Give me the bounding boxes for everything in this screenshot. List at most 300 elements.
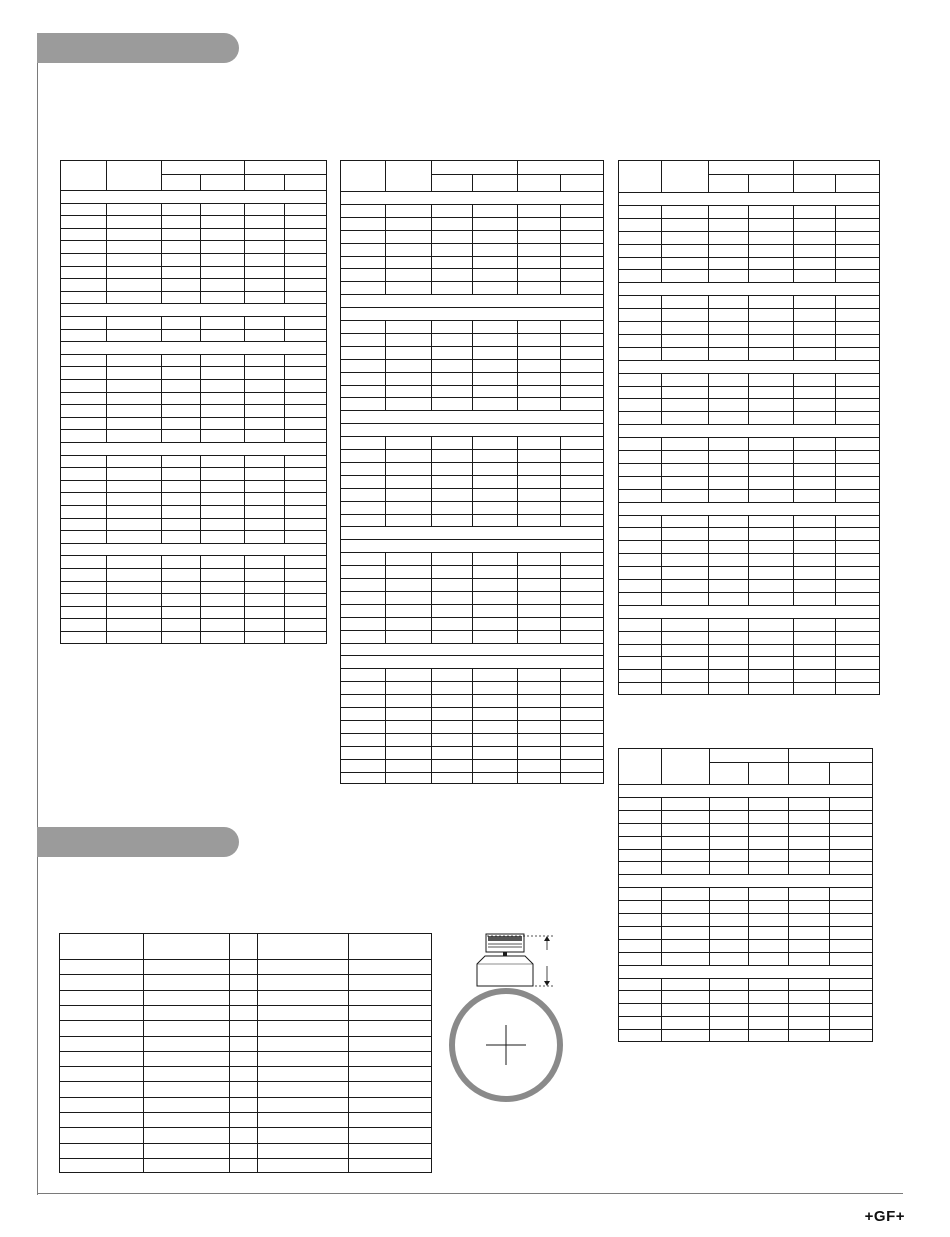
table-row-rule bbox=[618, 424, 880, 425]
table-row-rule bbox=[59, 1081, 432, 1082]
table-column-rule bbox=[161, 581, 162, 593]
table-column-rule bbox=[661, 553, 662, 566]
table-column-rule bbox=[829, 797, 830, 810]
table-border bbox=[618, 748, 873, 1042]
table-column-rule bbox=[244, 581, 245, 593]
table-column-rule bbox=[161, 606, 162, 618]
header-column-rule bbox=[560, 174, 561, 191]
table-row-rule bbox=[60, 581, 327, 582]
table-column-rule bbox=[788, 849, 789, 861]
table-column-rule bbox=[106, 228, 107, 240]
table-column-rule bbox=[829, 978, 830, 990]
table-column-rule bbox=[560, 772, 561, 784]
table-column-rule bbox=[560, 552, 561, 565]
table-column-rule bbox=[472, 475, 473, 488]
table-column-rule bbox=[560, 720, 561, 733]
table-column-rule bbox=[793, 669, 794, 682]
table-column-rule bbox=[517, 281, 518, 294]
table-column-rule bbox=[708, 527, 709, 540]
header-column-rule bbox=[517, 160, 518, 191]
table-row-rule bbox=[618, 282, 880, 283]
table-column-rule bbox=[560, 501, 561, 514]
table-column-rule bbox=[284, 593, 285, 606]
table-column-rule bbox=[708, 411, 709, 424]
table-row-rule bbox=[60, 379, 327, 380]
table-column-rule bbox=[106, 417, 107, 429]
table-column-rule bbox=[244, 203, 245, 215]
table-row-rule bbox=[618, 398, 880, 399]
table-row-rule bbox=[618, 540, 880, 541]
table-column-rule bbox=[661, 836, 662, 849]
table-column-rule bbox=[517, 565, 518, 578]
table-row-rule bbox=[618, 502, 880, 503]
table-column-rule bbox=[748, 553, 749, 566]
table-column-rule bbox=[284, 568, 285, 581]
table-column-rule bbox=[106, 631, 107, 644]
table-column-rule bbox=[161, 492, 162, 505]
table-column-rule bbox=[517, 385, 518, 397]
table-column-rule bbox=[748, 1029, 749, 1042]
table-column-rule bbox=[793, 321, 794, 334]
table-column-rule bbox=[517, 617, 518, 630]
table-column-rule bbox=[284, 291, 285, 303]
table-row-rule bbox=[60, 543, 327, 544]
table-column-rule bbox=[472, 449, 473, 462]
table-column-rule bbox=[431, 230, 432, 243]
table-row-rule bbox=[618, 269, 880, 270]
table-column-rule bbox=[244, 329, 245, 341]
table-column-rule bbox=[517, 475, 518, 488]
table-column-rule bbox=[835, 321, 836, 334]
table-column-rule bbox=[748, 631, 749, 644]
table-column-rule bbox=[431, 436, 432, 449]
table-column-rule bbox=[708, 386, 709, 398]
table-column-rule bbox=[385, 604, 386, 617]
table-column-rule bbox=[560, 268, 561, 281]
table-column-rule bbox=[200, 366, 201, 379]
table-column-rule bbox=[106, 253, 107, 266]
table-row-rule bbox=[618, 605, 880, 606]
table-column-rule bbox=[708, 218, 709, 231]
table-column-rule bbox=[835, 527, 836, 540]
table-column-rule bbox=[829, 810, 830, 823]
table-column-rule bbox=[517, 333, 518, 346]
table-column-rule bbox=[200, 392, 201, 404]
table-column-rule bbox=[284, 278, 285, 291]
header-span-rule bbox=[709, 762, 873, 763]
table-column-rule bbox=[161, 568, 162, 581]
table-column-rule bbox=[284, 505, 285, 518]
table-column-rule bbox=[472, 372, 473, 385]
table-column-rule bbox=[348, 1081, 349, 1097]
table-row-rule bbox=[618, 952, 873, 953]
table-column-rule bbox=[793, 644, 794, 656]
table-column-rule bbox=[748, 295, 749, 308]
table-column-rule bbox=[284, 455, 285, 467]
table-column-rule bbox=[431, 772, 432, 784]
table-column-rule bbox=[385, 436, 386, 449]
table-column-rule bbox=[284, 392, 285, 404]
table-column-rule bbox=[244, 228, 245, 240]
table-column-rule bbox=[748, 257, 749, 269]
gf-logo: +GF+ bbox=[864, 1208, 905, 1225]
table-column-rule bbox=[560, 565, 561, 578]
table-column-rule bbox=[835, 218, 836, 231]
table-column-rule bbox=[143, 1020, 144, 1036]
table-column-rule bbox=[517, 268, 518, 281]
table-column-rule bbox=[829, 836, 830, 849]
table-column-rule bbox=[793, 682, 794, 695]
table-column-rule bbox=[106, 492, 107, 505]
table-column-rule bbox=[348, 959, 349, 974]
table-column-rule bbox=[709, 861, 710, 874]
table-column-rule bbox=[257, 1066, 258, 1081]
table-column-rule bbox=[709, 797, 710, 810]
table-column-rule bbox=[748, 644, 749, 656]
table-column-rule bbox=[200, 505, 201, 518]
table-column-rule bbox=[793, 334, 794, 347]
table-column-rule bbox=[244, 429, 245, 442]
table-column-rule bbox=[517, 694, 518, 707]
table-column-rule bbox=[200, 266, 201, 278]
table-column-rule bbox=[560, 281, 561, 294]
table-column-rule bbox=[835, 618, 836, 631]
table-column-rule bbox=[385, 514, 386, 526]
table-column-rule bbox=[709, 913, 710, 926]
table-column-rule bbox=[560, 462, 561, 475]
table-column-rule bbox=[385, 759, 386, 772]
table-row-rule bbox=[618, 360, 880, 361]
table-column-rule bbox=[748, 489, 749, 502]
table-column-rule bbox=[348, 1066, 349, 1081]
table-column-rule bbox=[284, 581, 285, 593]
table-column-rule bbox=[244, 455, 245, 467]
table-column-rule bbox=[788, 939, 789, 952]
table-column-rule bbox=[284, 329, 285, 341]
table-column-rule bbox=[708, 656, 709, 669]
table-column-rule bbox=[829, 900, 830, 913]
table-row-rule bbox=[60, 593, 327, 594]
table-column-rule bbox=[748, 669, 749, 682]
table-column-rule bbox=[748, 952, 749, 965]
table-row-rule bbox=[618, 386, 880, 387]
table-column-rule bbox=[257, 1112, 258, 1127]
table-row-rule bbox=[60, 253, 327, 254]
table-column-rule bbox=[517, 552, 518, 565]
table-column-rule bbox=[788, 797, 789, 810]
table-column-rule bbox=[431, 591, 432, 604]
page-frame-bottom bbox=[37, 1193, 903, 1194]
table-column-rule bbox=[431, 243, 432, 256]
table-column-rule bbox=[200, 568, 201, 581]
table-row-rule bbox=[340, 655, 604, 656]
table-row-rule bbox=[618, 334, 880, 335]
table-column-rule bbox=[106, 379, 107, 392]
table-column-rule bbox=[161, 467, 162, 480]
table-column-rule bbox=[788, 861, 789, 874]
table-column-rule bbox=[200, 253, 201, 266]
table-column-rule bbox=[106, 316, 107, 329]
table-column-rule bbox=[244, 555, 245, 568]
table-column-rule bbox=[661, 849, 662, 861]
table-column-rule bbox=[835, 540, 836, 553]
table-column-rule bbox=[161, 329, 162, 341]
table-column-rule bbox=[431, 488, 432, 501]
table-column-rule bbox=[748, 540, 749, 553]
table-column-rule bbox=[835, 257, 836, 269]
table-column-rule bbox=[106, 618, 107, 631]
table-column-rule bbox=[560, 604, 561, 617]
table-column-rule bbox=[788, 952, 789, 965]
table-column-rule bbox=[200, 429, 201, 442]
table-column-rule bbox=[200, 278, 201, 291]
table-column-rule bbox=[244, 593, 245, 606]
table-row-rule bbox=[60, 429, 327, 430]
table-column-rule bbox=[106, 291, 107, 303]
table-column-rule bbox=[385, 720, 386, 733]
table-column-rule bbox=[143, 1127, 144, 1143]
table-column-rule bbox=[143, 1051, 144, 1066]
table-column-rule bbox=[143, 974, 144, 990]
table-row-rule bbox=[618, 592, 880, 593]
table-column-rule bbox=[348, 1112, 349, 1127]
table-column-rule bbox=[517, 707, 518, 720]
table-column-rule bbox=[348, 1097, 349, 1112]
table-row-rule bbox=[618, 347, 880, 348]
table-column-rule bbox=[200, 492, 201, 505]
header-span-rule bbox=[708, 174, 880, 175]
table-column-rule bbox=[161, 555, 162, 568]
table-column-rule bbox=[385, 359, 386, 372]
table-column-rule bbox=[560, 578, 561, 591]
table-column-rule bbox=[708, 295, 709, 308]
table-column-rule bbox=[200, 631, 201, 644]
table-column-rule bbox=[835, 269, 836, 282]
table-column-rule bbox=[472, 501, 473, 514]
table-column-rule bbox=[829, 887, 830, 900]
table-column-rule bbox=[560, 217, 561, 230]
table-column-rule bbox=[161, 354, 162, 366]
table-row-rule bbox=[60, 492, 327, 493]
table-column-rule bbox=[161, 379, 162, 392]
table-column-rule bbox=[472, 488, 473, 501]
table-column-rule bbox=[517, 204, 518, 217]
table-column-rule bbox=[161, 392, 162, 404]
table-column-rule bbox=[708, 398, 709, 411]
table-column-rule bbox=[284, 417, 285, 429]
table-column-rule bbox=[835, 592, 836, 605]
table-column-rule bbox=[472, 462, 473, 475]
table-row-rule bbox=[60, 568, 327, 569]
table-row-rule bbox=[60, 518, 327, 519]
table-column-rule bbox=[472, 436, 473, 449]
table-row-rule bbox=[60, 392, 327, 393]
table-column-rule bbox=[793, 527, 794, 540]
table-column-rule bbox=[472, 668, 473, 681]
table-column-rule bbox=[106, 455, 107, 467]
table-column-rule bbox=[748, 450, 749, 463]
table-column-rule bbox=[517, 436, 518, 449]
table-column-rule bbox=[560, 759, 561, 772]
table-row-rule bbox=[60, 354, 327, 355]
table-column-rule bbox=[661, 257, 662, 269]
table-column-rule bbox=[284, 366, 285, 379]
table-column-rule bbox=[560, 243, 561, 256]
table-column-rule bbox=[560, 514, 561, 526]
table-column-rule bbox=[708, 205, 709, 218]
table-column-rule bbox=[244, 240, 245, 253]
table-column-rule bbox=[472, 604, 473, 617]
table-column-rule bbox=[793, 450, 794, 463]
table-column-rule bbox=[661, 669, 662, 682]
table-column-rule bbox=[106, 530, 107, 543]
table-row-rule bbox=[59, 1036, 432, 1037]
table-column-rule bbox=[244, 467, 245, 480]
table-row-rule bbox=[618, 631, 880, 632]
table-column-rule bbox=[560, 333, 561, 346]
table-row-rule bbox=[618, 1003, 873, 1004]
table-column-rule bbox=[161, 429, 162, 442]
table-column-rule bbox=[106, 518, 107, 530]
table-column-rule bbox=[788, 978, 789, 990]
table-column-rule bbox=[560, 746, 561, 759]
table-column-rule bbox=[472, 552, 473, 565]
table-column-rule bbox=[200, 404, 201, 417]
pipe-saddle-gauge-icon bbox=[445, 928, 575, 1103]
table-column-rule bbox=[708, 631, 709, 644]
table-column-rule bbox=[708, 257, 709, 269]
table-row-rule bbox=[618, 900, 873, 901]
table-column-rule bbox=[835, 373, 836, 386]
table-column-rule bbox=[244, 606, 245, 618]
table-row-rule bbox=[60, 467, 327, 468]
table-column-rule bbox=[517, 733, 518, 746]
table-column-rule bbox=[200, 417, 201, 429]
table-row-rule bbox=[618, 489, 880, 490]
table-column-rule bbox=[748, 527, 749, 540]
table-column-rule bbox=[431, 501, 432, 514]
header-bottom-rule bbox=[59, 959, 432, 960]
table-column-rule bbox=[257, 1127, 258, 1143]
table-column-rule bbox=[748, 656, 749, 669]
table-row-rule bbox=[60, 442, 327, 443]
table-column-rule bbox=[709, 1016, 710, 1029]
table-column-rule bbox=[793, 308, 794, 321]
table-row-rule bbox=[340, 423, 604, 424]
table-column-rule bbox=[517, 630, 518, 643]
table-column-rule bbox=[829, 939, 830, 952]
header-column-rule bbox=[161, 160, 162, 190]
table-column-rule bbox=[106, 203, 107, 215]
table-column-rule bbox=[560, 733, 561, 746]
header-column-rule bbox=[143, 933, 144, 959]
table-column-rule bbox=[708, 515, 709, 527]
table-column-rule bbox=[229, 1143, 230, 1158]
table-column-rule bbox=[661, 244, 662, 257]
table-column-rule bbox=[661, 1003, 662, 1016]
table-column-rule bbox=[143, 1005, 144, 1020]
table-column-rule bbox=[748, 515, 749, 527]
table-column-rule bbox=[385, 372, 386, 385]
table-row-rule bbox=[59, 1143, 432, 1144]
table-column-rule bbox=[748, 321, 749, 334]
table-column-rule bbox=[708, 682, 709, 695]
header-column-rule bbox=[229, 933, 230, 959]
table-column-rule bbox=[284, 518, 285, 530]
table-column-rule bbox=[661, 295, 662, 308]
table-column-rule bbox=[661, 926, 662, 939]
table-column-rule bbox=[472, 707, 473, 720]
table-column-rule bbox=[661, 411, 662, 424]
table-column-rule bbox=[748, 849, 749, 861]
table-column-rule bbox=[284, 354, 285, 366]
header-bottom-rule bbox=[60, 190, 327, 191]
table-column-rule bbox=[560, 230, 561, 243]
table-row-rule bbox=[618, 218, 880, 219]
table-column-rule bbox=[829, 990, 830, 1003]
table-row-rule bbox=[60, 631, 327, 632]
table-column-rule bbox=[661, 218, 662, 231]
table-column-rule bbox=[257, 1005, 258, 1020]
data-table-c bbox=[618, 160, 880, 695]
table-row-rule bbox=[60, 278, 327, 279]
table-column-rule bbox=[472, 217, 473, 230]
table-column-rule bbox=[793, 540, 794, 553]
table-column-rule bbox=[661, 644, 662, 656]
table-column-rule bbox=[472, 320, 473, 333]
table-column-rule bbox=[560, 668, 561, 681]
table-column-rule bbox=[106, 581, 107, 593]
header-column-rule bbox=[200, 174, 201, 190]
table-column-rule bbox=[143, 1066, 144, 1081]
table-column-rule bbox=[748, 810, 749, 823]
table-column-rule bbox=[244, 291, 245, 303]
table-row-rule bbox=[59, 1112, 432, 1113]
table-column-rule bbox=[431, 475, 432, 488]
table-column-rule bbox=[793, 515, 794, 527]
table-row-rule bbox=[618, 566, 880, 567]
table-column-rule bbox=[244, 518, 245, 530]
table-column-rule bbox=[472, 681, 473, 694]
table-column-rule bbox=[143, 1112, 144, 1127]
table-column-rule bbox=[161, 228, 162, 240]
table-column-rule bbox=[200, 581, 201, 593]
table-column-rule bbox=[472, 359, 473, 372]
table-row-rule bbox=[60, 303, 327, 304]
table-column-rule bbox=[708, 334, 709, 347]
table-column-rule bbox=[788, 1016, 789, 1029]
table-column-rule bbox=[229, 1127, 230, 1143]
header-column-rule bbox=[829, 762, 830, 784]
table-column-rule bbox=[560, 320, 561, 333]
table-column-rule bbox=[472, 591, 473, 604]
table-row-rule bbox=[59, 1158, 432, 1159]
table-column-rule bbox=[244, 278, 245, 291]
table-column-rule bbox=[661, 823, 662, 836]
table-column-rule bbox=[385, 578, 386, 591]
table-column-rule bbox=[748, 347, 749, 360]
table-row-rule bbox=[340, 539, 604, 540]
table-column-rule bbox=[200, 329, 201, 341]
table-column-rule bbox=[748, 797, 749, 810]
table-row-rule bbox=[618, 990, 873, 991]
table-row-rule bbox=[618, 669, 880, 670]
table-column-rule bbox=[661, 656, 662, 669]
table-column-rule bbox=[748, 1003, 749, 1016]
section-tab-top bbox=[37, 33, 239, 63]
table-column-rule bbox=[229, 1097, 230, 1112]
table-column-rule bbox=[385, 681, 386, 694]
